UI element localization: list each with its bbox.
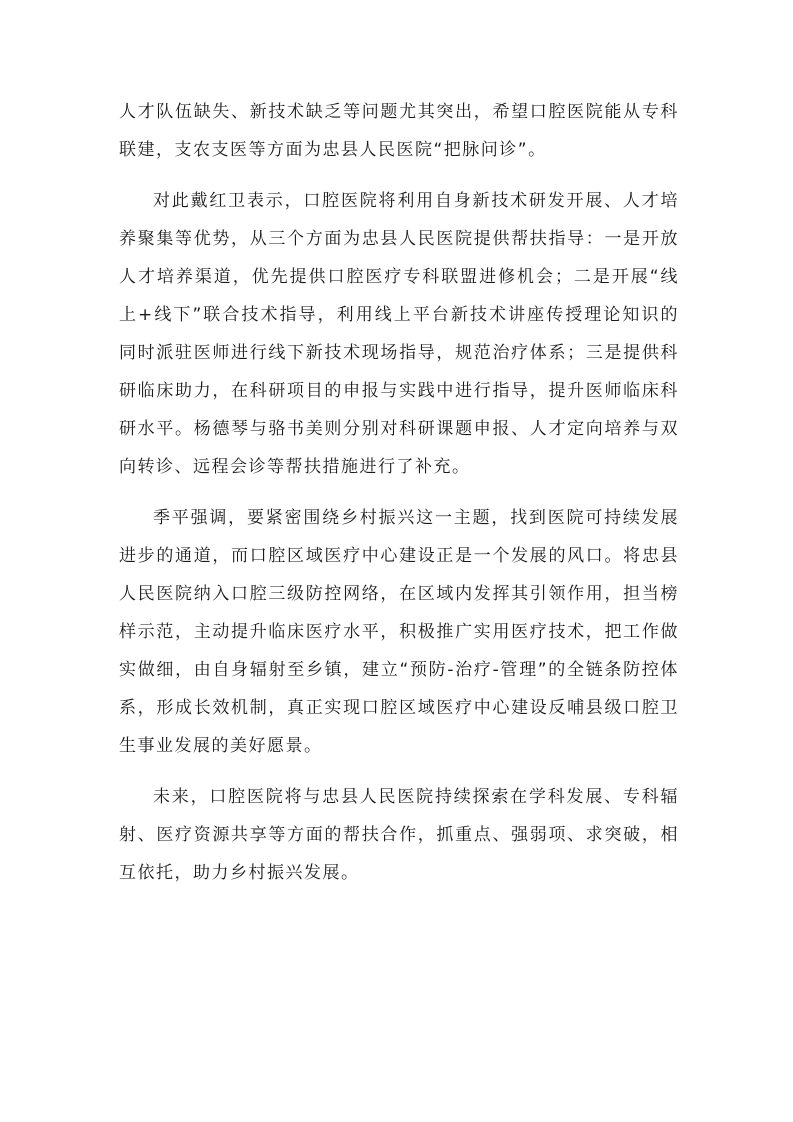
paragraph-dai-hongwei: 对此戴红卫表示，口腔医院将利用自身新技术研发开展、人才培养聚集等优势，从三个方面为忠县人民医院提供帮扶指导：一是开放人才培养渠道，优先提供口腔医疗专科联盟进修机会；二是开展“线上+线下”联合技术指导，利用线上平台新技术讲座传授理论知识的同时派驻医师进行线下新技术现场指导，规范治疗体系；三是提供科研临床助力，在科研项目的申报与实践中进行指导，提升医师临床科研水平。杨德琴与骆书美则分别对科研课题申报、人才定向培养与双向转诊、远程会诊等帮扶措施进行了补充。 xyxy=(119,191,679,477)
paragraph-continued: 人才队伍缺失、新技术缺乏等问题尤其突出，希望口腔医院能从专科联建，支农支医等方面为忠县人民医院“把脉问诊”。 xyxy=(119,102,679,160)
paragraph-future: 未来，口腔医院将与忠县人民医院持续探索在学科发展、专科辐射、医疗资源共享等方面的帮扶合作，抓重点、强弱项、求突破，相互依托，助力乡村振兴发展。 xyxy=(119,787,679,883)
document-body xyxy=(119,93,679,892)
paragraph-ji-ping: 季平强调，要紧密围绕乡村振兴这一主题，找到医院可持续发展进步的通道，而口腔区域医疗中心建设正是一个发展的风口。将忠县人民医院纳入口腔三级防控网络，在区域内发挥其引领作用，担当榜样示范，主动提升临床医疗水平，积极推广实用医疗技术，把工作做实做细，由自身辐射至乡镇，建立“预防-治疗-管理”的全链条防控体系，形成长效机制，真正实现口腔区域医疗中心建设反哺县级口腔卫生事业发展的美好愿景。 xyxy=(119,508,679,756)
